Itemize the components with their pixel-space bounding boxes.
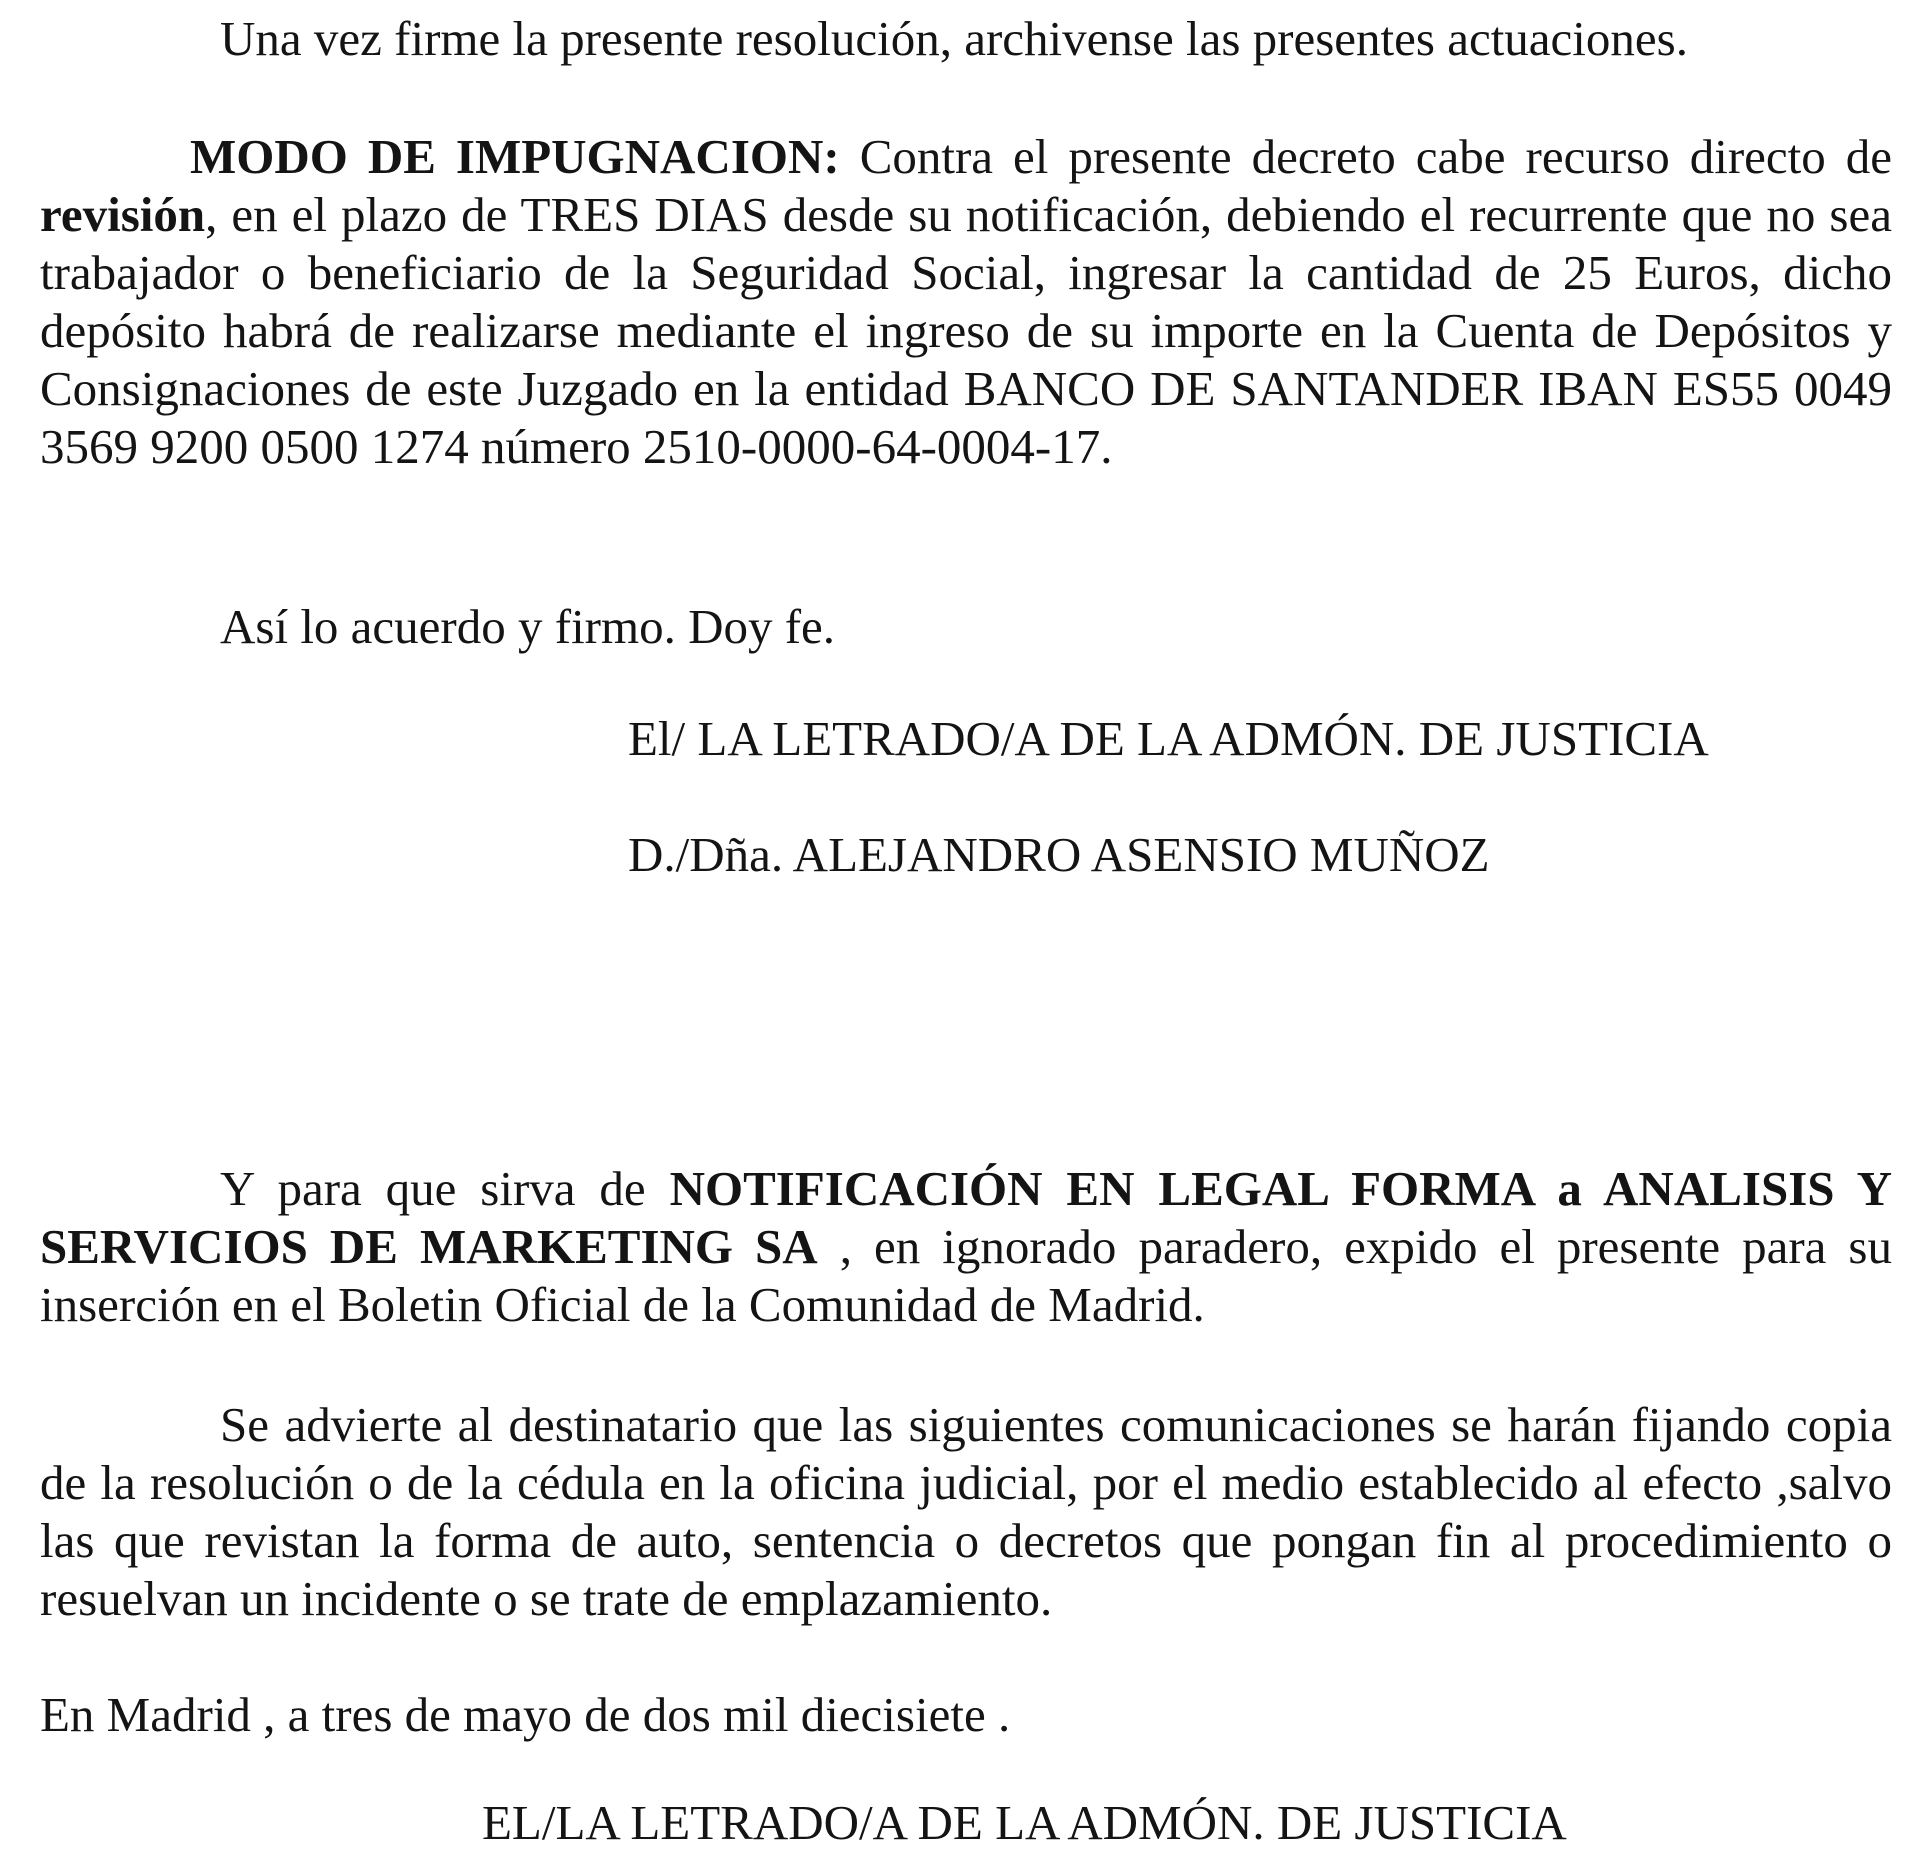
- fecha-paragraph: En Madrid , a tres de mayo de dos mil diecisiete .: [40, 1687, 1011, 1742]
- advertencia-paragraph: [40, 1396, 1892, 1628]
- revision-word: revisión: [40, 187, 206, 242]
- impugnacion-line-5: Consignaciones de este Juzgado en la entidad BANCO DE SANTANDER IBAN ES55 0049: [40, 361, 1892, 416]
- archive-paragraph: Una vez firme la presente resolución, archivense las presentes actuaciones.: [220, 11, 1688, 66]
- notificacion-bold-1: NOTIFICACIÓN EN LEGAL FORMA a ANALISIS Y: [669, 1161, 1892, 1216]
- notificacion-line-1: Y para que sirva de NOTIFICACIÓN EN LEGAL FORMA a ANALISIS Y: [220, 1161, 1892, 1216]
- advertencia-line-2: de la resolución o de la cédula en la oficina judicial, por el medio establecido al efecto ,salvo: [40, 1455, 1892, 1510]
- advertencia-line-3: las que revistan la forma de auto, sentencia o decretos que pongan fin al procedimiento o: [40, 1513, 1892, 1568]
- impugnacion-heading: MODO DE IMPUGNACION:: [190, 129, 840, 184]
- signature-title-2: EL/LA LETRADO/A DE LA ADMÓN. DE JUSTICIA: [482, 1795, 1567, 1850]
- notificacion-paragraph: [40, 1160, 1892, 1334]
- acuerdo-paragraph: Así lo acuerdo y firmo. Doy fe.: [220, 599, 836, 654]
- advertencia-line-1: Se advierte al destinatario que las siguientes comunicaciones se harán fijando copia: [220, 1397, 1892, 1452]
- notificacion-line-2: SERVICIOS DE MARKETING SA , en ignorado paradero, expido el presente para su: [40, 1219, 1892, 1274]
- notificacion-line-3: inserción en el Boletin Oficial de la Comunidad de Madrid.: [40, 1277, 1205, 1332]
- impugnacion-paragraph: [40, 128, 1892, 476]
- signature-name-1: D./Dña. ALEJANDRO ASENSIO MUÑOZ: [628, 827, 1490, 882]
- advertencia-line-4: resuelvan un incidente o se trate de emplazamiento.: [40, 1571, 1053, 1626]
- signature-title-1: El/ LA LETRADO/A DE LA ADMÓN. DE JUSTICIA: [628, 711, 1709, 766]
- impugnacion-line-6: 3569 9200 0500 1274 número 2510-0000-64-0004-17.: [40, 419, 1113, 474]
- impugnacion-line-1: MODO DE IMPUGNACION: Contra el presente decreto cabe recurso directo de: [190, 129, 1892, 184]
- notificacion-bold-2: SERVICIOS DE MARKETING SA: [40, 1219, 818, 1274]
- impugnacion-line-2: revisión, en el plazo de TRES DIAS desde su notificación, debiendo el recurrente que no sea: [40, 187, 1892, 242]
- impugnacion-line-4: depósito habrá de realizarse mediante el ingreso de su importe en la Cuenta de Depósitos y: [40, 303, 1892, 358]
- impugnacion-line-3: trabajador o beneficiario de la Seguridad Social, ingresar la cantidad de 25 Euros, dicho: [40, 245, 1892, 300]
